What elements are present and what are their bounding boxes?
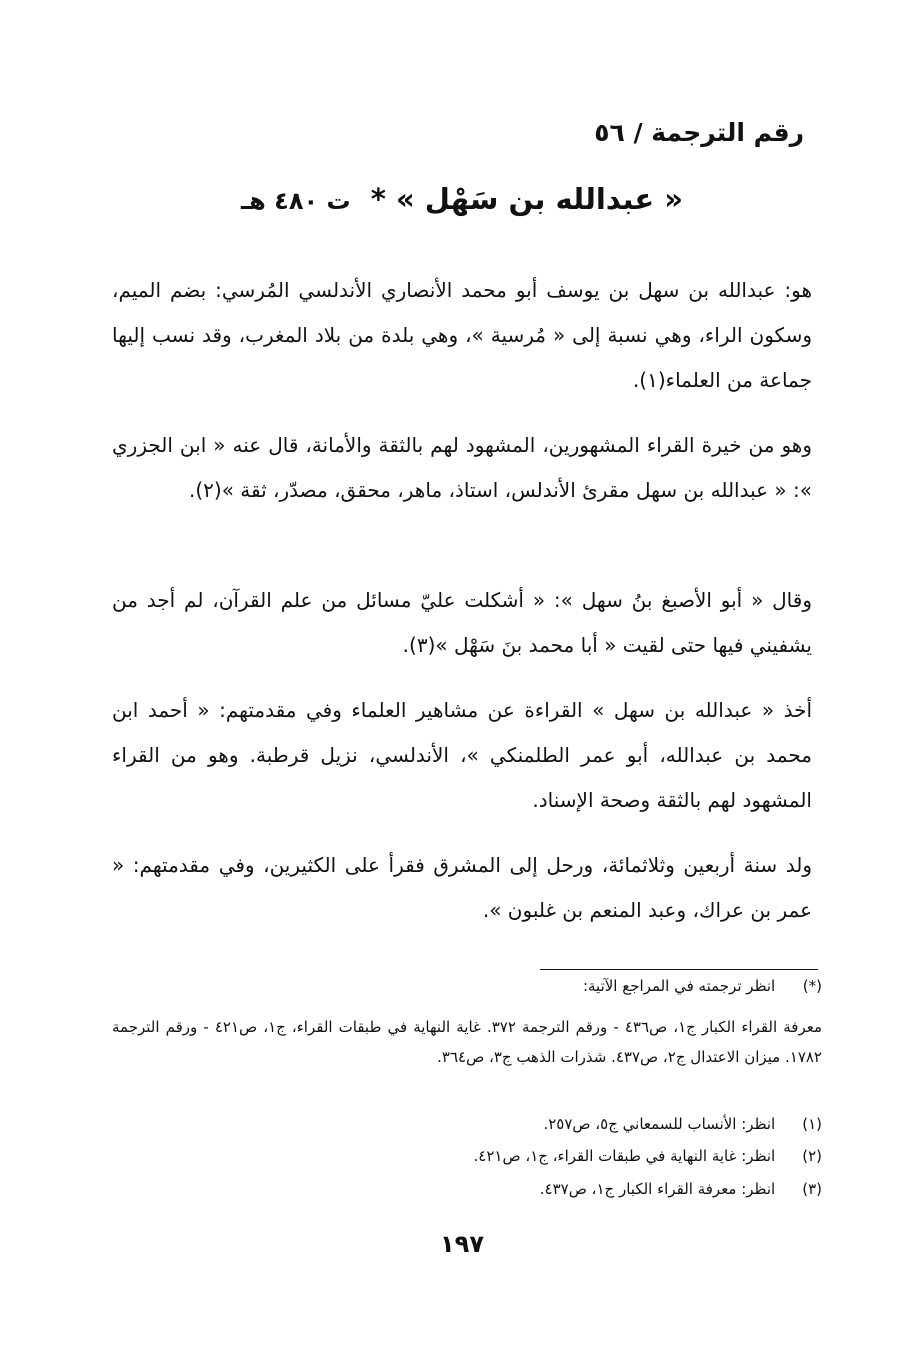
footnote-3-mark: (٣) — [802, 1180, 822, 1198]
footnote-1 — [112, 1110, 822, 1138]
subject-name: « عبدالله بن سَهْل » * — [370, 182, 684, 216]
paragraph-4: أخذ « عبدالله بن سهل » القراءة عن مشاهير العلماء وفي مقدمتهم: « أحمد ابن محمد بن عبدالله، أبو عمر الطلمنكي »، الأندلسي، نزيل قرطبة. وهو من القراء المشهود لهم بالثقة وصحة الإسناد. — [112, 698, 812, 812]
footnote-star-references: معرفة القراء الكبار ج١، ص٤٣٦ - ورقم الترجمة ٣٧٢. غاية النهاية في طبقات القراء، ج١، ص٤٢١ - ورقم الترجمة ١٧٨٢. ميزان الاعتدال ج٢، ص٤٣٧. شذرات الذهب ج٣، ص٣٦٤. — [112, 1018, 822, 1066]
death-year: ت ٤٨٠ هـ — [240, 187, 351, 215]
footnote-3 — [112, 1175, 822, 1203]
biography-title — [0, 182, 924, 216]
footnote-star — [112, 972, 822, 1000]
paragraph-1: هو: عبدالله بن سهل بن يوسف أبو محمد الأنصاري الأندلسي المُرسي: بضم الميم، وسكون الراء، وهي نسبة إلى « مُرسية »، وهي بلدة من بلاد المغرب، وقد نسب إليها جماعة من العلماء(١). — [112, 278, 812, 392]
footnote-2 — [112, 1142, 822, 1170]
paragraph-3: وقال « أبو الأصبغ بنُ سهل »: « أشكلت عليّ مسائل من علم القرآن، لم أجد من يشفيني فيها حتى لقيت « أبا محمد بنَ سَهْل »(٣). — [112, 588, 812, 657]
page-number: ١٩٧ — [440, 1230, 484, 1258]
footnote-1-mark: (١) — [802, 1115, 822, 1133]
footnote-star-mark: (*) — [802, 977, 822, 995]
footnote-divider — [540, 969, 818, 970]
paragraph-5: ولد سنة أربعين وثلاثمائة، ورحل إلى المشرق فقرأ على الكثيرين، وفي مقدمتهم: « عمر بن عراك، وعبد المنعم بن غلبون ». — [112, 853, 812, 922]
paragraph-2: وهو من خيرة القراء المشهورين، المشهود لهم بالثقة والأمانة، قال عنه « ابن الجزري »: « عبدالله بن سهل مقرئ الأندلس، استاذ، ماهر، محقق، مصدّر، ثقة »(٢). — [112, 433, 812, 502]
footnote-star-intro: انظر ترجمته في المراجع الآتية: — [582, 977, 776, 995]
footnote-1-text: انظر: الأنساب للسمعاني ج٥، ص٢٥٧. — [543, 1115, 776, 1133]
footnote-2-mark: (٢) — [802, 1147, 822, 1165]
footnote-3-text: انظر: معرفة القراء الكبار ج١، ص٤٣٧. — [539, 1180, 776, 1198]
footnote-2-text: انظر: غاية النهاية في طبقات القراء، ج١، ص٤٢١. — [473, 1147, 776, 1165]
entry-number-header: رقم الترجمة / ٥٦ — [594, 118, 804, 147]
